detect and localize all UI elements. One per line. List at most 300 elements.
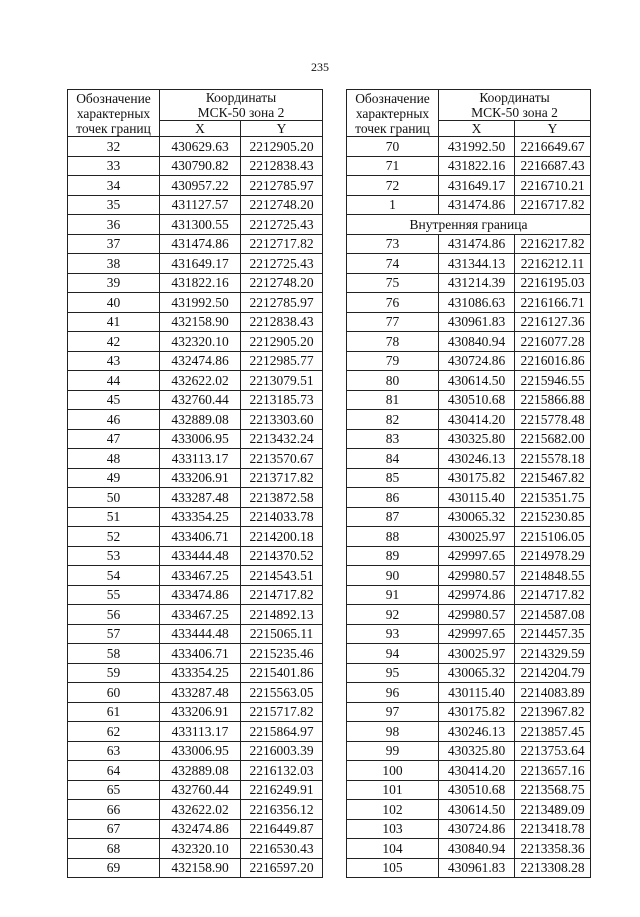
x-value: 432622.02 [160, 371, 241, 391]
x-value: 430246.13 [439, 722, 515, 742]
x-header: X [439, 121, 515, 137]
y-value: 2216195.03 [515, 273, 591, 293]
x-value: 433206.91 [160, 702, 241, 722]
point-number: 85 [347, 468, 439, 488]
x-value: 433467.25 [160, 605, 241, 625]
coordinates-table-right [346, 89, 591, 878]
y-value: 2212905.20 [241, 137, 323, 157]
y-value: 2213303.60 [241, 410, 323, 430]
table-row [68, 800, 323, 820]
point-number: 88 [347, 527, 439, 547]
table-row [68, 312, 323, 332]
table-row [68, 722, 323, 742]
point-number: 76 [347, 293, 439, 313]
point-number: 33 [68, 156, 160, 176]
table-row [347, 605, 591, 625]
y-value: 2214717.82 [241, 585, 323, 605]
x-value: 431822.16 [160, 273, 241, 293]
table-row [347, 663, 591, 683]
point-number: 52 [68, 527, 160, 547]
x-value: 432760.44 [160, 390, 241, 410]
x-value: 433206.91 [160, 468, 241, 488]
y-value: 2215866.88 [515, 390, 591, 410]
point-number: 80 [347, 371, 439, 391]
y-value: 2213717.82 [241, 468, 323, 488]
table-row [347, 780, 591, 800]
y-value: 2216449.87 [241, 819, 323, 839]
y-value: 2216217.82 [515, 234, 591, 254]
point-number: 55 [68, 585, 160, 605]
table-row [68, 624, 323, 644]
x-value: 430510.68 [439, 780, 515, 800]
coords-header-title: Координаты [439, 90, 591, 106]
point-number: 99 [347, 741, 439, 761]
x-value: 433354.25 [160, 663, 241, 683]
y-value: 2216649.67 [515, 137, 591, 157]
point-number: 64 [68, 761, 160, 781]
coords-header-system: МСК-50 зона 2 [439, 105, 591, 121]
y-value: 2214717.82 [515, 585, 591, 605]
y-value: 2216166.71 [515, 293, 591, 313]
x-value: 431649.17 [160, 254, 241, 274]
x-value: 431214.39 [439, 273, 515, 293]
x-value: 431086.63 [439, 293, 515, 313]
point-number: 43 [68, 351, 160, 371]
x-value: 432760.44 [160, 780, 241, 800]
y-value: 2213872.58 [241, 488, 323, 508]
table-row [347, 858, 591, 878]
x-value: 433354.25 [160, 507, 241, 527]
table-row [68, 858, 323, 878]
point-number: 75 [347, 273, 439, 293]
table-row [347, 624, 591, 644]
table-row [68, 839, 323, 859]
table-row [68, 663, 323, 683]
point-number: 100 [347, 761, 439, 781]
y-value: 2215467.82 [515, 468, 591, 488]
x-value: 430065.32 [439, 663, 515, 683]
table-row [68, 390, 323, 410]
table-row [68, 293, 323, 313]
table-row [347, 429, 591, 449]
y-value: 2216356.12 [241, 800, 323, 820]
y-value: 2212838.43 [241, 312, 323, 332]
x-value: 430840.94 [439, 332, 515, 352]
y-header: Y [515, 121, 591, 137]
y-value: 2214848.55 [515, 566, 591, 586]
point-number: 93 [347, 624, 439, 644]
y-value: 2212905.20 [241, 332, 323, 352]
y-value: 2214543.51 [241, 566, 323, 586]
y-value: 2213418.78 [515, 819, 591, 839]
point-number: 1 [347, 195, 439, 215]
table-row [68, 215, 323, 235]
y-value: 2215235.46 [241, 644, 323, 664]
x-value: 430961.83 [439, 858, 515, 878]
y-value: 2213568.75 [515, 780, 591, 800]
point-number: 45 [68, 390, 160, 410]
x-value: 430957.22 [160, 176, 241, 196]
x-value: 430025.97 [439, 527, 515, 547]
x-value: 433406.71 [160, 644, 241, 664]
table-row [68, 741, 323, 761]
x-value: 433444.48 [160, 624, 241, 644]
designation-header-line3: точек границ [76, 120, 151, 136]
y-value: 2214892.13 [241, 605, 323, 625]
x-value: 433444.48 [160, 546, 241, 566]
table-row [68, 195, 323, 215]
point-number: 68 [68, 839, 160, 859]
table-row [347, 722, 591, 742]
point-number: 47 [68, 429, 160, 449]
point-number: 32 [68, 137, 160, 157]
point-number: 61 [68, 702, 160, 722]
point-number: 81 [347, 390, 439, 410]
y-value: 2213570.67 [241, 449, 323, 469]
x-value: 433113.17 [160, 722, 241, 742]
x-value: 430961.83 [439, 312, 515, 332]
y-value: 2213967.82 [515, 702, 591, 722]
x-value: 433006.95 [160, 429, 241, 449]
x-value: 430840.94 [439, 839, 515, 859]
y-value: 2216597.20 [241, 858, 323, 878]
table-row [347, 585, 591, 605]
table-row [347, 566, 591, 586]
x-value: 432158.90 [160, 312, 241, 332]
x-value: 432889.08 [160, 410, 241, 430]
table-row [347, 410, 591, 430]
table-row [68, 819, 323, 839]
table-row [347, 312, 591, 332]
x-value: 431300.55 [160, 215, 241, 235]
y-value: 2216016.86 [515, 351, 591, 371]
point-number: 92 [347, 605, 439, 625]
point-number: 50 [68, 488, 160, 508]
table-row [68, 780, 323, 800]
y-value: 2216717.82 [515, 195, 591, 215]
x-value: 432158.90 [160, 858, 241, 878]
x-value: 433287.48 [160, 488, 241, 508]
designation-header-line2: характерных [355, 105, 430, 121]
point-number: 60 [68, 683, 160, 703]
x-value: 433006.95 [160, 741, 241, 761]
y-value: 2212985.77 [241, 351, 323, 371]
table-row [68, 410, 323, 430]
y-value: 2214204.79 [515, 663, 591, 683]
table-row [68, 273, 323, 293]
point-number: 46 [68, 410, 160, 430]
x-value: 431992.50 [160, 293, 241, 313]
point-number: 36 [68, 215, 160, 235]
table-row [347, 156, 591, 176]
point-number: 86 [347, 488, 439, 508]
point-number: 39 [68, 273, 160, 293]
coords-header-title: Координаты [160, 90, 323, 106]
section-row [347, 215, 591, 235]
x-value: 432474.86 [160, 351, 241, 371]
table-row [68, 761, 323, 781]
x-value: 429974.86 [439, 585, 515, 605]
designation-header [347, 90, 439, 137]
table-row [68, 234, 323, 254]
table-row [68, 488, 323, 508]
y-value: 2215778.48 [515, 410, 591, 430]
designation-header [68, 90, 160, 137]
y-value: 2215351.75 [515, 488, 591, 508]
table-row [347, 176, 591, 196]
y-value: 2215717.82 [241, 702, 323, 722]
y-value: 2216530.43 [241, 839, 323, 859]
y-value: 2213079.51 [241, 371, 323, 391]
x-value: 432622.02 [160, 800, 241, 820]
x-value: 430175.82 [439, 468, 515, 488]
x-value: 433287.48 [160, 683, 241, 703]
x-value: 431474.86 [439, 234, 515, 254]
point-number: 73 [347, 234, 439, 254]
y-value: 2213358.36 [515, 839, 591, 859]
y-value: 2214370.52 [241, 546, 323, 566]
x-value: 433467.25 [160, 566, 241, 586]
table-row [347, 546, 591, 566]
y-value: 2212725.43 [241, 254, 323, 274]
y-header: Y [241, 121, 323, 137]
table-row [347, 488, 591, 508]
x-value: 430414.20 [439, 761, 515, 781]
x-value: 431344.13 [439, 254, 515, 274]
x-value: 431992.50 [439, 137, 515, 157]
point-number: 66 [68, 800, 160, 820]
point-number: 35 [68, 195, 160, 215]
point-number: 98 [347, 722, 439, 742]
table-row [68, 254, 323, 274]
point-number: 95 [347, 663, 439, 683]
table-row [68, 449, 323, 469]
point-number: 40 [68, 293, 160, 313]
point-number: 105 [347, 858, 439, 878]
x-value: 430325.80 [439, 741, 515, 761]
x-value: 430414.20 [439, 410, 515, 430]
y-value: 2215864.97 [241, 722, 323, 742]
y-value: 2212785.97 [241, 293, 323, 313]
x-value: 432320.10 [160, 332, 241, 352]
x-value: 430724.86 [439, 819, 515, 839]
table-row [68, 702, 323, 722]
designation-header-line2: характерных [76, 105, 151, 121]
point-number: 83 [347, 429, 439, 449]
x-value: 431474.86 [160, 234, 241, 254]
table-row [347, 195, 591, 215]
table-row [68, 527, 323, 547]
table-row [68, 332, 323, 352]
table-row [68, 156, 323, 176]
table-row [347, 351, 591, 371]
point-number: 101 [347, 780, 439, 800]
table-row [68, 468, 323, 488]
table-row [347, 137, 591, 157]
table-row [68, 683, 323, 703]
table-row [347, 390, 591, 410]
table-row [347, 449, 591, 469]
y-value: 2213753.64 [515, 741, 591, 761]
x-value: 432889.08 [160, 761, 241, 781]
table-row [347, 644, 591, 664]
x-value: 430325.80 [439, 429, 515, 449]
point-number: 96 [347, 683, 439, 703]
point-number: 57 [68, 624, 160, 644]
y-value: 2214329.59 [515, 644, 591, 664]
y-value: 2215230.85 [515, 507, 591, 527]
x-value: 430629.63 [160, 137, 241, 157]
point-number: 65 [68, 780, 160, 800]
point-number: 62 [68, 722, 160, 742]
x-value: 430065.32 [439, 507, 515, 527]
point-number: 71 [347, 156, 439, 176]
y-value: 2216249.91 [241, 780, 323, 800]
x-header: X [160, 121, 241, 137]
table-row [347, 839, 591, 859]
table-row [68, 566, 323, 586]
x-value: 431822.16 [439, 156, 515, 176]
coords-header-system: МСК-50 зона 2 [160, 105, 323, 121]
y-value: 2212785.97 [241, 176, 323, 196]
y-value: 2212725.43 [241, 215, 323, 235]
table-row [347, 800, 591, 820]
table-row [347, 527, 591, 547]
table-row [347, 254, 591, 274]
coordinates-table-left [67, 89, 323, 878]
point-number: 89 [347, 546, 439, 566]
point-number: 97 [347, 702, 439, 722]
point-number: 69 [68, 858, 160, 878]
y-value: 2215682.00 [515, 429, 591, 449]
x-value: 430115.40 [439, 683, 515, 703]
y-value: 2214033.78 [241, 507, 323, 527]
table-row [347, 702, 591, 722]
table-row [347, 507, 591, 527]
point-number: 49 [68, 468, 160, 488]
y-value: 2213308.28 [515, 858, 591, 878]
point-number: 70 [347, 137, 439, 157]
point-number: 63 [68, 741, 160, 761]
x-value: 430614.50 [439, 800, 515, 820]
point-number: 56 [68, 605, 160, 625]
table-row [347, 819, 591, 839]
point-number: 103 [347, 819, 439, 839]
x-value: 433113.17 [160, 449, 241, 469]
y-value: 2213489.09 [515, 800, 591, 820]
table-row [68, 371, 323, 391]
y-value: 2214457.35 [515, 624, 591, 644]
table-row [68, 176, 323, 196]
table-row [68, 137, 323, 157]
page-number: 235 [311, 60, 329, 74]
x-value: 430025.97 [439, 644, 515, 664]
point-number: 79 [347, 351, 439, 371]
table-row [347, 741, 591, 761]
x-value: 430115.40 [439, 488, 515, 508]
table-row [347, 293, 591, 313]
point-number: 48 [68, 449, 160, 469]
point-number: 90 [347, 566, 439, 586]
y-value: 2213185.73 [241, 390, 323, 410]
y-value: 2214978.29 [515, 546, 591, 566]
y-value: 2215106.05 [515, 527, 591, 547]
point-number: 41 [68, 312, 160, 332]
x-value: 430724.86 [439, 351, 515, 371]
y-value: 2214587.08 [515, 605, 591, 625]
point-number: 104 [347, 839, 439, 859]
x-value: 433406.71 [160, 527, 241, 547]
point-number: 51 [68, 507, 160, 527]
table-row [68, 429, 323, 449]
designation-header-line3: точек границ [355, 120, 430, 136]
point-number: 44 [68, 371, 160, 391]
point-number: 91 [347, 585, 439, 605]
x-value: 432320.10 [160, 839, 241, 859]
y-value: 2214200.18 [241, 527, 323, 547]
x-value: 431127.57 [160, 195, 241, 215]
point-number: 102 [347, 800, 439, 820]
table-row [347, 234, 591, 254]
y-value: 2213857.45 [515, 722, 591, 742]
table-row [68, 507, 323, 527]
table-row [347, 371, 591, 391]
point-number: 38 [68, 254, 160, 274]
table-row [347, 761, 591, 781]
x-value: 430614.50 [439, 371, 515, 391]
point-number: 78 [347, 332, 439, 352]
table-row [347, 683, 591, 703]
y-value: 2212838.43 [241, 156, 323, 176]
point-number: 54 [68, 566, 160, 586]
x-value: 429997.65 [439, 546, 515, 566]
designation-header-line1: Обозначение [355, 90, 430, 106]
y-value: 2216687.43 [515, 156, 591, 176]
x-value: 431474.86 [439, 195, 515, 215]
x-value: 429980.57 [439, 605, 515, 625]
point-number: 53 [68, 546, 160, 566]
y-value: 2212748.20 [241, 195, 323, 215]
x-value: 430510.68 [439, 390, 515, 410]
y-value: 2212748.20 [241, 273, 323, 293]
table-row [68, 351, 323, 371]
y-value: 2216710.21 [515, 176, 591, 196]
y-value: 2216077.28 [515, 332, 591, 352]
x-value: 430246.13 [439, 449, 515, 469]
y-value: 2216003.39 [241, 741, 323, 761]
point-number: 72 [347, 176, 439, 196]
inner-boundary-label: Внутренняя граница [347, 215, 591, 235]
table-row [68, 546, 323, 566]
point-number: 59 [68, 663, 160, 683]
point-number: 77 [347, 312, 439, 332]
y-value: 2216132.03 [241, 761, 323, 781]
y-value: 2215578.18 [515, 449, 591, 469]
x-value: 429980.57 [439, 566, 515, 586]
point-number: 42 [68, 332, 160, 352]
x-value: 430175.82 [439, 702, 515, 722]
table-row [347, 468, 591, 488]
point-number: 94 [347, 644, 439, 664]
y-value: 2212717.82 [241, 234, 323, 254]
point-number: 67 [68, 819, 160, 839]
designation-header-line1: Обозначение [76, 90, 151, 106]
x-value: 430790.82 [160, 156, 241, 176]
point-number: 84 [347, 449, 439, 469]
x-value: 432474.86 [160, 819, 241, 839]
point-number: 58 [68, 644, 160, 664]
table-row [68, 585, 323, 605]
